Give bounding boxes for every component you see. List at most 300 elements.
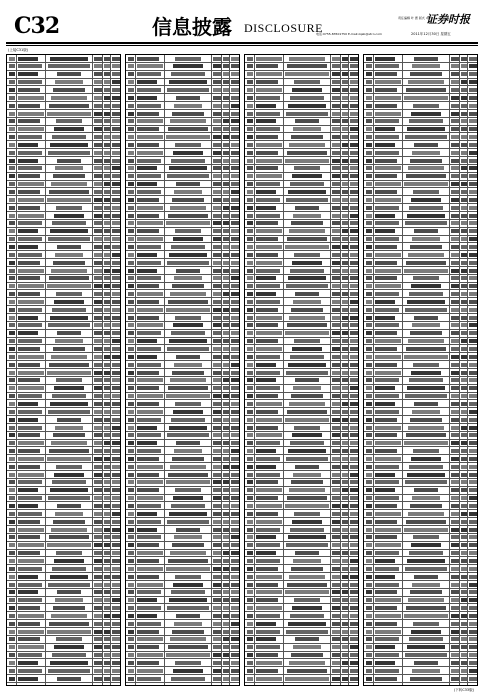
table-cell-text (94, 590, 102, 594)
table-cell-text (223, 104, 229, 108)
table-row (245, 102, 358, 110)
table-cell-text (375, 575, 395, 579)
table-row (7, 322, 120, 330)
table-cell-text (375, 229, 395, 233)
table-cell-text (128, 57, 134, 61)
table-cell-text (9, 245, 15, 249)
table-cell-text (290, 528, 324, 532)
table-cell-text (18, 394, 42, 398)
table-row (245, 597, 358, 605)
table-cell-text (366, 630, 372, 634)
table-cell-text (112, 378, 120, 382)
table-cell-text (112, 418, 120, 422)
table-cell-text (213, 488, 221, 492)
table-cell-text (469, 583, 477, 587)
table-cell-text (137, 426, 157, 430)
table-cell-text (366, 386, 372, 390)
table-row (126, 440, 239, 448)
table-cell-text (332, 221, 340, 225)
table-cell-text (461, 80, 467, 84)
table-cell-text (166, 308, 210, 312)
table-cell-text (18, 245, 38, 249)
table-cell-text (166, 567, 210, 571)
table-cell-text (350, 182, 358, 186)
table-cell-text (247, 559, 253, 563)
table-cell-text (223, 119, 229, 123)
table-cell-text (469, 480, 477, 484)
table-row (126, 118, 239, 126)
table-cell-text (332, 465, 340, 469)
table-cell-text (47, 371, 91, 375)
table-row (245, 212, 358, 220)
table-cell-text (112, 261, 120, 265)
table-cell-text (366, 418, 372, 422)
table-cell-text (128, 127, 134, 131)
table-cell-text (128, 206, 134, 210)
table-cell-text (53, 88, 85, 92)
table-cell-text (332, 166, 340, 170)
table-cell-text (56, 378, 82, 382)
table-cell-text (469, 245, 477, 249)
table-cell-text (366, 119, 372, 123)
table-row (7, 188, 120, 196)
table-cell-text (405, 394, 447, 398)
table-cell-text (104, 465, 110, 469)
table-cell-text (112, 347, 120, 351)
table-cell-text (104, 551, 110, 555)
table-cell-text (231, 504, 239, 508)
table-cell-text (18, 543, 44, 547)
table-cell-text (112, 159, 120, 163)
table-cell-text (375, 677, 397, 681)
table-cell-text (47, 457, 91, 461)
table-cell-text (223, 292, 229, 296)
table-cell-text (231, 112, 239, 116)
table-cell-text (213, 64, 221, 68)
table-row (7, 345, 120, 353)
table-cell-text (256, 57, 282, 61)
table-cell-text (375, 119, 399, 123)
table-cell-text (375, 182, 401, 186)
table-row (245, 173, 358, 181)
table-cell-text (9, 418, 15, 422)
table-cell-text (231, 276, 239, 280)
table-row (364, 55, 477, 63)
table-cell-text (213, 606, 221, 610)
table-row (245, 510, 358, 518)
table-row (7, 338, 120, 346)
table-cell-text (169, 253, 207, 257)
table-cell-text (213, 308, 221, 312)
table-cell-text (350, 159, 358, 163)
table-cell-text (256, 206, 276, 210)
table-cell-text (94, 80, 102, 84)
table-cell-text (247, 127, 253, 131)
table-cell-text (128, 308, 134, 312)
table-cell-text (174, 104, 202, 108)
table-cell-text (137, 104, 161, 108)
table-cell-text (366, 112, 372, 116)
table-cell-text (404, 269, 448, 273)
table-cell-text (247, 457, 253, 461)
table-cell-text (213, 496, 221, 500)
table-cell-text (9, 645, 15, 649)
table-cell-text (175, 316, 201, 320)
table-cell-text (256, 190, 276, 194)
table-cell-text (213, 331, 221, 335)
table-cell-text (375, 300, 395, 304)
table-cell-text (350, 316, 358, 320)
table-cell-text (213, 520, 221, 524)
table-cell-text (247, 637, 253, 641)
table-cell-text (50, 143, 88, 147)
table-cell-text (170, 206, 206, 210)
table-cell-text (375, 214, 395, 218)
table-row (7, 298, 120, 306)
table-row (126, 275, 239, 283)
table-cell-text (366, 331, 372, 335)
table-cell-text (247, 661, 253, 665)
table-cell-text (451, 394, 459, 398)
table-cell-text (451, 622, 459, 626)
table-cell-text (231, 135, 239, 139)
table-cell-text (213, 465, 221, 469)
table-cell-text (451, 190, 459, 194)
table-cell-text (375, 426, 401, 430)
table-cell-text (9, 221, 15, 225)
table-cell-text (104, 261, 110, 265)
table-cell-text (223, 174, 229, 178)
table-cell-text (461, 119, 467, 123)
table-row (7, 110, 120, 118)
table-row (126, 220, 239, 228)
table-cell-text (112, 276, 120, 280)
table-cell-text (256, 119, 276, 123)
table-row (7, 518, 120, 526)
table-cell-text (128, 504, 134, 508)
table-cell-text (213, 135, 221, 139)
table-cell-text (451, 402, 459, 406)
table-cell-text (375, 88, 397, 92)
table-cell-text (231, 669, 239, 673)
table-cell-text (51, 96, 87, 100)
contact-line: 电话:0755-83501750 E-mail:zqsb@stcn.com (316, 32, 382, 36)
table-cell-text (256, 308, 278, 312)
table-cell-text (231, 590, 239, 594)
table-cell-text (256, 331, 282, 335)
table-cell-text (112, 253, 120, 257)
table-cell-text (332, 622, 340, 626)
table-cell-text (332, 261, 340, 265)
table-row (126, 204, 239, 212)
table-cell-text (231, 221, 239, 225)
table-cell-text (469, 622, 477, 626)
table-cell-text (451, 64, 459, 68)
table-cell-text (256, 606, 282, 610)
table-row (245, 557, 358, 565)
table-cell-text (137, 661, 159, 665)
table-cell-text (375, 528, 401, 532)
table-cell-text (350, 426, 358, 430)
table-row (7, 251, 120, 259)
table-cell-text (94, 245, 102, 249)
table-cell-text (461, 528, 467, 532)
table-cell-text (112, 543, 120, 547)
table-cell-text (375, 135, 399, 139)
table-row (7, 393, 120, 401)
table-cell-text (247, 473, 253, 477)
table-cell-text (94, 567, 102, 571)
table-cell-text (414, 402, 438, 406)
table-cell-text (94, 182, 102, 186)
table-cell-text (342, 386, 348, 390)
table-row (7, 243, 120, 251)
table-cell-text (137, 151, 163, 155)
table-cell-text (223, 190, 229, 194)
table-cell-text (413, 449, 439, 453)
table-cell-text (48, 64, 90, 68)
table-cell-text (375, 433, 397, 437)
table-cell-text (375, 410, 399, 414)
table-cell-text (366, 480, 372, 484)
table-cell-text (94, 253, 102, 257)
table-cell-text (50, 488, 88, 492)
table-cell-text (213, 214, 221, 218)
table-cell-text (231, 637, 239, 641)
table-cell-text (231, 677, 239, 681)
table-cell-text (342, 72, 348, 76)
table-cell-text (375, 630, 401, 634)
table-cell-text (292, 261, 322, 265)
table-cell-text (290, 614, 324, 618)
table-cell-text (451, 520, 459, 524)
issue-date: 2011年12月30日 星期五 (411, 32, 451, 36)
table-row (7, 487, 120, 495)
table-cell-text (332, 135, 340, 139)
table-cell-text (375, 198, 401, 202)
table-cell-text (256, 386, 280, 390)
table-cell-text (57, 331, 81, 335)
table-cell-text (332, 575, 340, 579)
table-cell-text (223, 677, 229, 681)
table-row (245, 165, 358, 173)
table-cell-text (223, 355, 229, 359)
table-cell-text (461, 229, 467, 233)
table-row (245, 636, 358, 644)
table-cell-text (375, 253, 401, 257)
table-cell-text (112, 331, 120, 335)
table-cell-text (50, 402, 88, 406)
table-row (126, 86, 239, 94)
table-cell-text (469, 104, 477, 108)
table-cell-text (18, 182, 44, 186)
table-cell-text (168, 386, 208, 390)
table-row (7, 377, 120, 385)
table-row (126, 196, 239, 204)
table-cell-text (366, 512, 372, 516)
table-cell-text (94, 127, 102, 131)
table-cell-text (137, 292, 163, 296)
table-cell-text (293, 645, 321, 649)
table-cell-text (461, 598, 467, 602)
table-cell-text (247, 300, 253, 304)
table-cell-text (128, 669, 134, 673)
table-cell-text (137, 457, 159, 461)
table-cell-text (366, 323, 372, 327)
table-cell-text (223, 300, 229, 304)
table-cell-text (342, 104, 348, 108)
table-cell-text (375, 355, 401, 359)
table-cell-text (375, 520, 397, 524)
table-cell-text (137, 520, 161, 524)
table-row (7, 259, 120, 267)
table-cell-text (247, 159, 253, 163)
table-cell-text (342, 535, 348, 539)
table-cell-text (18, 206, 40, 210)
table-cell-text (128, 221, 134, 225)
table-cell-text (50, 316, 88, 320)
table-cell-text (286, 112, 328, 116)
table-cell-text (247, 323, 253, 327)
table-cell-text (18, 535, 40, 539)
table-cell-text (342, 331, 348, 335)
table-cell-text (375, 363, 397, 367)
table-row (7, 534, 120, 542)
table-cell-text (128, 630, 134, 634)
table-cell-text (104, 253, 110, 257)
table-cell-text (94, 104, 102, 108)
table-cell-text (176, 441, 200, 445)
table-cell-text (332, 331, 340, 335)
table-cell-text (176, 96, 200, 100)
table-row (126, 298, 239, 306)
table-row (126, 369, 239, 377)
table-cell-text (469, 284, 477, 288)
table-cell-text (451, 480, 459, 484)
table-cell-text (223, 669, 229, 673)
table-cell-text (94, 661, 102, 665)
table-cell-text (104, 378, 110, 382)
table-cell-text (223, 378, 229, 382)
table-row (126, 526, 239, 534)
table-cell-text (213, 402, 221, 406)
table-row (364, 236, 477, 244)
table-cell-text (9, 465, 15, 469)
table-cell-text (408, 80, 444, 84)
table-cell-text (112, 402, 120, 406)
table-cell-text (231, 316, 239, 320)
table-cell-text (137, 206, 163, 210)
table-cell-text (256, 622, 276, 626)
table-cell-text (168, 214, 208, 218)
table-cell-text (104, 292, 110, 296)
table-cell-text (342, 575, 348, 579)
table-cell-text (350, 598, 358, 602)
table-cell-text (213, 661, 221, 665)
table-cell-text (231, 182, 239, 186)
table-cell-text (451, 543, 459, 547)
table-cell-text (366, 677, 372, 681)
table-cell-text (223, 488, 229, 492)
table-cell-text (366, 535, 372, 539)
table-cell-text (461, 72, 467, 76)
table-cell-text (247, 575, 253, 579)
table-cell-text (256, 614, 280, 618)
table-cell-text (231, 371, 239, 375)
table-cell-text (54, 214, 84, 218)
table-cell-text (223, 386, 229, 390)
table-cell-text (104, 308, 110, 312)
table-cell-text (332, 339, 340, 343)
table-cell-text (247, 645, 253, 649)
table-cell-text (94, 496, 102, 500)
table-cell-text (9, 614, 15, 618)
table-cell-text (256, 276, 276, 280)
table-cell-text (173, 64, 203, 68)
table-cell-text (375, 543, 401, 547)
table-cell-text (137, 583, 163, 587)
table-cell-text (94, 214, 102, 218)
table-column-block (244, 54, 359, 686)
table-cell-text (18, 316, 38, 320)
table-cell-text (231, 433, 239, 437)
table-row (245, 204, 358, 212)
table-cell-text (461, 269, 467, 273)
table-cell-text (461, 465, 467, 469)
table-cell-text (223, 433, 229, 437)
table-cell-text (366, 614, 372, 618)
table-cell-text (128, 72, 134, 76)
table-cell-text (366, 653, 372, 657)
table-cell-text (256, 159, 282, 163)
masthead (6, 6, 478, 42)
table-cell-text (213, 473, 221, 477)
table-cell-text (137, 276, 161, 280)
table-cell-text (469, 229, 477, 233)
table-cell-text (350, 245, 358, 249)
table-cell-text (288, 622, 326, 626)
table-cell-text (256, 528, 280, 532)
table-cell-text (104, 371, 110, 375)
table-cell-text (256, 598, 278, 602)
table-cell-text (256, 198, 280, 202)
table-row (364, 134, 477, 142)
table-row (364, 283, 477, 291)
table-cell-text (223, 504, 229, 508)
table-cell-text (408, 253, 444, 257)
table-cell-text (128, 182, 134, 186)
table-cell-text (451, 371, 459, 375)
table-cell-text (375, 276, 397, 280)
table-cell-text (409, 465, 443, 469)
table-cell-text (451, 512, 459, 516)
table-cell-text (375, 159, 397, 163)
table-cell-text (104, 151, 110, 155)
table-cell-text (112, 567, 120, 571)
table-cell-text (451, 614, 459, 618)
table-cell-text (247, 292, 253, 296)
table-row (364, 141, 477, 149)
table-row (364, 542, 477, 550)
table-cell-text (350, 520, 358, 524)
table-cell-text (451, 433, 459, 437)
table-cell-text (256, 112, 280, 116)
table-cell-text (256, 174, 282, 178)
table-cell-text (247, 190, 253, 194)
table-cell-text (54, 300, 84, 304)
table-cell-text (350, 269, 358, 273)
table-cell-text (256, 559, 280, 563)
